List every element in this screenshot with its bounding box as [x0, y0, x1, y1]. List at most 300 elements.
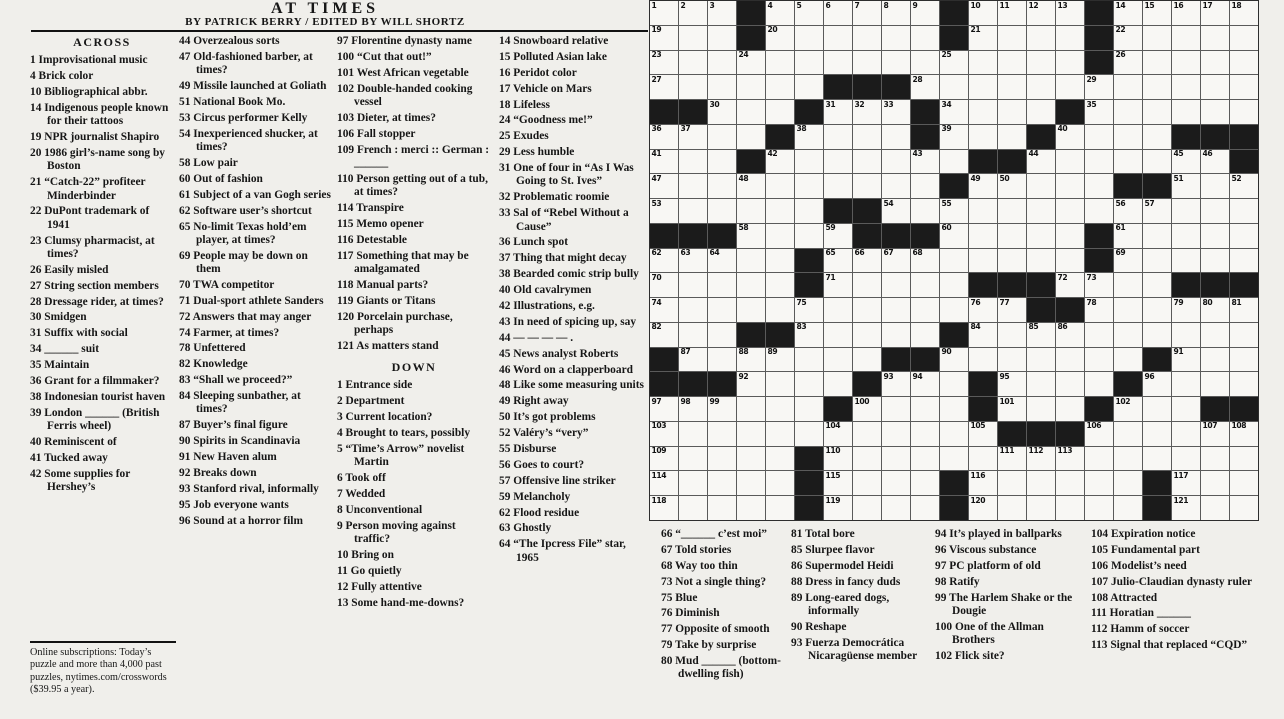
grid-cell-r11c15[interactable]: [1056, 249, 1084, 273]
grid-cell-r1c2[interactable]: [679, 1, 707, 25]
grid-cell-r19c10[interactable]: [911, 447, 939, 471]
grid-cell-r11c4[interactable]: [737, 249, 765, 273]
grid-cell-r20c12[interactable]: [969, 471, 997, 495]
grid-cell-r7c9[interactable]: [882, 150, 910, 174]
grid-cell-r12c7[interactable]: [824, 273, 852, 297]
grid-cell-r12c15[interactable]: [1056, 273, 1084, 297]
grid-cell-r13c13[interactable]: [998, 298, 1026, 322]
grid-cell-r21c3[interactable]: [708, 496, 736, 520]
grid-cell-r21c16[interactable]: [1085, 496, 1113, 520]
grid-cell-r7c17[interactable]: [1114, 150, 1142, 174]
grid-cell-r9c4[interactable]: [737, 199, 765, 223]
grid-cell-r12c11[interactable]: [940, 273, 968, 297]
grid-cell-r9c1[interactable]: [650, 199, 678, 223]
grid-cell-r17c10[interactable]: [911, 397, 939, 421]
grid-cell-r16c20[interactable]: [1201, 372, 1229, 396]
grid-cell-r2c9[interactable]: [882, 26, 910, 50]
grid-cell-r1c1[interactable]: [650, 1, 678, 25]
grid-cell-r11c5[interactable]: [766, 249, 794, 273]
grid-cell-r5c8[interactable]: [853, 100, 881, 124]
grid-cell-r15c21[interactable]: [1230, 348, 1258, 372]
grid-cell-r16c16[interactable]: [1085, 372, 1113, 396]
grid-cell-r15c4[interactable]: [737, 348, 765, 372]
grid-cell-r5c11[interactable]: [940, 100, 968, 124]
grid-cell-r4c2[interactable]: [679, 75, 707, 99]
grid-cell-r9c18[interactable]: [1143, 199, 1171, 223]
grid-cell-r3c12[interactable]: [969, 51, 997, 75]
grid-cell-r1c13[interactable]: [998, 1, 1026, 25]
grid-cell-r2c8[interactable]: [853, 26, 881, 50]
grid-cell-r13c4[interactable]: [737, 298, 765, 322]
grid-cell-r14c3[interactable]: [708, 323, 736, 347]
grid-cell-r9c6[interactable]: [795, 199, 823, 223]
grid-cell-r6c1[interactable]: [650, 125, 678, 149]
grid-cell-r3c20[interactable]: [1201, 51, 1229, 75]
grid-cell-r14c1[interactable]: [650, 323, 678, 347]
grid-cell-r2c6[interactable]: [795, 26, 823, 50]
grid-cell-r6c17[interactable]: [1114, 125, 1142, 149]
grid-cell-r2c15[interactable]: [1056, 26, 1084, 50]
grid-cell-r10c6[interactable]: [795, 224, 823, 248]
grid-cell-r10c4[interactable]: [737, 224, 765, 248]
grid-cell-r13c7[interactable]: [824, 298, 852, 322]
grid-cell-r11c13[interactable]: [998, 249, 1026, 273]
grid-cell-r3c13[interactable]: [998, 51, 1026, 75]
grid-cell-r20c16[interactable]: [1085, 471, 1113, 495]
grid-cell-r8c8[interactable]: [853, 174, 881, 198]
grid-cell-r13c9[interactable]: [882, 298, 910, 322]
grid-cell-r1c18[interactable]: [1143, 1, 1171, 25]
grid-cell-r6c6[interactable]: [795, 125, 823, 149]
grid-cell-r7c15[interactable]: [1056, 150, 1084, 174]
grid-cell-r2c17[interactable]: [1114, 26, 1142, 50]
grid-cell-r1c5[interactable]: [766, 1, 794, 25]
grid-cell-r14c15[interactable]: [1056, 323, 1084, 347]
grid-cell-r13c3[interactable]: [708, 298, 736, 322]
grid-cell-r7c1[interactable]: [650, 150, 678, 174]
grid-cell-r3c19[interactable]: [1172, 51, 1200, 75]
grid-cell-r6c4[interactable]: [737, 125, 765, 149]
grid-cell-r13c5[interactable]: [766, 298, 794, 322]
grid-cell-r8c13[interactable]: [998, 174, 1026, 198]
grid-cell-r14c21[interactable]: [1230, 323, 1258, 347]
grid-cell-r5c17[interactable]: [1114, 100, 1142, 124]
grid-cell-r16c10[interactable]: [911, 372, 939, 396]
grid-cell-r3c5[interactable]: [766, 51, 794, 75]
grid-cell-r11c7[interactable]: [824, 249, 852, 273]
grid-cell-r17c18[interactable]: [1143, 397, 1171, 421]
grid-cell-r11c14[interactable]: [1027, 249, 1055, 273]
grid-cell-r9c20[interactable]: [1201, 199, 1229, 223]
grid-cell-r3c18[interactable]: [1143, 51, 1171, 75]
grid-cell-r5c21[interactable]: [1230, 100, 1258, 124]
grid-cell-r19c2[interactable]: [679, 447, 707, 471]
grid-cell-r10c20[interactable]: [1201, 224, 1229, 248]
grid-cell-r15c2[interactable]: [679, 348, 707, 372]
grid-cell-r17c13[interactable]: [998, 397, 1026, 421]
grid-cell-r4c17[interactable]: [1114, 75, 1142, 99]
grid-cell-r3c17[interactable]: [1114, 51, 1142, 75]
grid-cell-r15c6[interactable]: [795, 348, 823, 372]
grid-cell-r13c18[interactable]: [1143, 298, 1171, 322]
grid-cell-r1c9[interactable]: [882, 1, 910, 25]
grid-cell-r11c9[interactable]: [882, 249, 910, 273]
grid-cell-r3c4[interactable]: [737, 51, 765, 75]
grid-cell-r20c9[interactable]: [882, 471, 910, 495]
grid-cell-r9c15[interactable]: [1056, 199, 1084, 223]
grid-cell-r20c13[interactable]: [998, 471, 1026, 495]
grid-cell-r20c10[interactable]: [911, 471, 939, 495]
grid-cell-r14c16[interactable]: [1085, 323, 1113, 347]
grid-cell-r17c11[interactable]: [940, 397, 968, 421]
grid-cell-r8c14[interactable]: [1027, 174, 1055, 198]
grid-cell-r9c14[interactable]: [1027, 199, 1055, 223]
grid-cell-r19c4[interactable]: [737, 447, 765, 471]
grid-cell-r4c13[interactable]: [998, 75, 1026, 99]
grid-cell-r17c1[interactable]: [650, 397, 678, 421]
grid-cell-r18c10[interactable]: [911, 422, 939, 446]
grid-cell-r11c20[interactable]: [1201, 249, 1229, 273]
grid-cell-r16c21[interactable]: [1230, 372, 1258, 396]
grid-cell-r8c16[interactable]: [1085, 174, 1113, 198]
grid-cell-r19c15[interactable]: [1056, 447, 1084, 471]
grid-cell-r3c10[interactable]: [911, 51, 939, 75]
grid-cell-r7c8[interactable]: [853, 150, 881, 174]
grid-cell-r5c19[interactable]: [1172, 100, 1200, 124]
grid-cell-r9c21[interactable]: [1230, 199, 1258, 223]
grid-cell-r16c6[interactable]: [795, 372, 823, 396]
grid-cell-r11c2[interactable]: [679, 249, 707, 273]
grid-cell-r13c1[interactable]: [650, 298, 678, 322]
grid-cell-r13c19[interactable]: [1172, 298, 1200, 322]
grid-cell-r9c17[interactable]: [1114, 199, 1142, 223]
grid-cell-r11c3[interactable]: [708, 249, 736, 273]
grid-cell-r5c7[interactable]: [824, 100, 852, 124]
grid-cell-r4c16[interactable]: [1085, 75, 1113, 99]
grid-cell-r14c8[interactable]: [853, 323, 881, 347]
grid-cell-r18c1[interactable]: [650, 422, 678, 446]
grid-cell-r15c17[interactable]: [1114, 348, 1142, 372]
grid-cell-r19c7[interactable]: [824, 447, 852, 471]
grid-cell-r4c15[interactable]: [1056, 75, 1084, 99]
grid-cell-r13c6[interactable]: [795, 298, 823, 322]
grid-cell-r10c19[interactable]: [1172, 224, 1200, 248]
grid-cell-r8c19[interactable]: [1172, 174, 1200, 198]
grid-cell-r18c3[interactable]: [708, 422, 736, 446]
grid-cell-r20c21[interactable]: [1230, 471, 1258, 495]
grid-cell-r8c21[interactable]: [1230, 174, 1258, 198]
grid-cell-r9c16[interactable]: [1085, 199, 1113, 223]
grid-cell-r21c4[interactable]: [737, 496, 765, 520]
grid-cell-r7c5[interactable]: [766, 150, 794, 174]
grid-cell-r19c11[interactable]: [940, 447, 968, 471]
grid-cell-r16c15[interactable]: [1056, 372, 1084, 396]
grid-cell-r21c15[interactable]: [1056, 496, 1084, 520]
grid-cell-r2c2[interactable]: [679, 26, 707, 50]
grid-cell-r18c2[interactable]: [679, 422, 707, 446]
grid-cell-r20c4[interactable]: [737, 471, 765, 495]
grid-cell-r16c18[interactable]: [1143, 372, 1171, 396]
grid-cell-r11c19[interactable]: [1172, 249, 1200, 273]
grid-cell-r1c20[interactable]: [1201, 1, 1229, 25]
grid-cell-r2c5[interactable]: [766, 26, 794, 50]
grid-cell-r17c3[interactable]: [708, 397, 736, 421]
grid-cell-r18c7[interactable]: [824, 422, 852, 446]
grid-cell-r5c3[interactable]: [708, 100, 736, 124]
grid-cell-r12c9[interactable]: [882, 273, 910, 297]
grid-cell-r2c7[interactable]: [824, 26, 852, 50]
grid-cell-r6c13[interactable]: [998, 125, 1026, 149]
grid-cell-r20c5[interactable]: [766, 471, 794, 495]
grid-cell-r6c8[interactable]: [853, 125, 881, 149]
grid-cell-r8c7[interactable]: [824, 174, 852, 198]
grid-cell-r10c7[interactable]: [824, 224, 852, 248]
grid-cell-r6c3[interactable]: [708, 125, 736, 149]
grid-cell-r6c2[interactable]: [679, 125, 707, 149]
grid-cell-r14c9[interactable]: [882, 323, 910, 347]
grid-cell-r1c7[interactable]: [824, 1, 852, 25]
grid-cell-r17c5[interactable]: [766, 397, 794, 421]
grid-cell-r7c14[interactable]: [1027, 150, 1055, 174]
grid-cell-r14c20[interactable]: [1201, 323, 1229, 347]
grid-cell-r17c2[interactable]: [679, 397, 707, 421]
grid-cell-r2c3[interactable]: [708, 26, 736, 50]
grid-cell-r1c10[interactable]: [911, 1, 939, 25]
grid-cell-r4c21[interactable]: [1230, 75, 1258, 99]
grid-cell-r19c12[interactable]: [969, 447, 997, 471]
grid-cell-r4c3[interactable]: [708, 75, 736, 99]
grid-cell-r12c18[interactable]: [1143, 273, 1171, 297]
grid-cell-r21c20[interactable]: [1201, 496, 1229, 520]
grid-cell-r17c4[interactable]: [737, 397, 765, 421]
grid-cell-r9c9[interactable]: [882, 199, 910, 223]
grid-cell-r20c15[interactable]: [1056, 471, 1084, 495]
grid-cell-r21c10[interactable]: [911, 496, 939, 520]
grid-cell-r5c20[interactable]: [1201, 100, 1229, 124]
grid-cell-r13c21[interactable]: [1230, 298, 1258, 322]
grid-cell-r14c13[interactable]: [998, 323, 1026, 347]
grid-cell-r12c5[interactable]: [766, 273, 794, 297]
grid-cell-r21c9[interactable]: [882, 496, 910, 520]
grid-cell-r12c3[interactable]: [708, 273, 736, 297]
grid-cell-r21c12[interactable]: [969, 496, 997, 520]
grid-cell-r14c17[interactable]: [1114, 323, 1142, 347]
grid-cell-r11c1[interactable]: [650, 249, 678, 273]
grid-cell-r4c12[interactable]: [969, 75, 997, 99]
grid-cell-r9c2[interactable]: [679, 199, 707, 223]
grid-cell-r3c6[interactable]: [795, 51, 823, 75]
grid-cell-r9c11[interactable]: [940, 199, 968, 223]
grid-cell-r16c11[interactable]: [940, 372, 968, 396]
grid-cell-r12c16[interactable]: [1085, 273, 1113, 297]
grid-cell-r21c7[interactable]: [824, 496, 852, 520]
grid-cell-r19c8[interactable]: [853, 447, 881, 471]
grid-cell-r7c18[interactable]: [1143, 150, 1171, 174]
grid-cell-r2c18[interactable]: [1143, 26, 1171, 50]
grid-cell-r7c6[interactable]: [795, 150, 823, 174]
grid-cell-r10c21[interactable]: [1230, 224, 1258, 248]
grid-cell-r8c6[interactable]: [795, 174, 823, 198]
grid-cell-r13c10[interactable]: [911, 298, 939, 322]
grid-cell-r17c9[interactable]: [882, 397, 910, 421]
grid-cell-r4c20[interactable]: [1201, 75, 1229, 99]
grid-cell-r18c17[interactable]: [1114, 422, 1142, 446]
grid-cell-r18c20[interactable]: [1201, 422, 1229, 446]
grid-cell-r12c8[interactable]: [853, 273, 881, 297]
grid-cell-r12c2[interactable]: [679, 273, 707, 297]
grid-cell-r7c19[interactable]: [1172, 150, 1200, 174]
grid-cell-r4c11[interactable]: [940, 75, 968, 99]
grid-cell-r8c20[interactable]: [1201, 174, 1229, 198]
grid-cell-r17c8[interactable]: [853, 397, 881, 421]
grid-cell-r8c10[interactable]: [911, 174, 939, 198]
grid-cell-r21c21[interactable]: [1230, 496, 1258, 520]
grid-cell-r7c3[interactable]: [708, 150, 736, 174]
grid-cell-r15c12[interactable]: [969, 348, 997, 372]
grid-cell-r4c1[interactable]: [650, 75, 678, 99]
grid-cell-r19c9[interactable]: [882, 447, 910, 471]
grid-cell-r10c11[interactable]: [940, 224, 968, 248]
grid-cell-r14c14[interactable]: [1027, 323, 1055, 347]
grid-cell-r21c8[interactable]: [853, 496, 881, 520]
grid-cell-r20c19[interactable]: [1172, 471, 1200, 495]
grid-cell-r15c13[interactable]: [998, 348, 1026, 372]
grid-cell-r15c15[interactable]: [1056, 348, 1084, 372]
grid-cell-r16c5[interactable]: [766, 372, 794, 396]
grid-cell-r8c9[interactable]: [882, 174, 910, 198]
grid-cell-r2c14[interactable]: [1027, 26, 1055, 50]
grid-cell-r3c7[interactable]: [824, 51, 852, 75]
grid-cell-r18c16[interactable]: [1085, 422, 1113, 446]
grid-cell-r2c21[interactable]: [1230, 26, 1258, 50]
grid-cell-r7c16[interactable]: [1085, 150, 1113, 174]
grid-cell-r14c7[interactable]: [824, 323, 852, 347]
grid-cell-r10c5[interactable]: [766, 224, 794, 248]
grid-cell-r17c17[interactable]: [1114, 397, 1142, 421]
grid-cell-r2c19[interactable]: [1172, 26, 1200, 50]
grid-cell-r9c12[interactable]: [969, 199, 997, 223]
grid-cell-r15c20[interactable]: [1201, 348, 1229, 372]
grid-cell-r15c16[interactable]: [1085, 348, 1113, 372]
grid-cell-r4c18[interactable]: [1143, 75, 1171, 99]
grid-cell-r18c4[interactable]: [737, 422, 765, 446]
grid-cell-r15c3[interactable]: [708, 348, 736, 372]
grid-cell-r13c11[interactable]: [940, 298, 968, 322]
grid-cell-r20c3[interactable]: [708, 471, 736, 495]
grid-cell-r2c10[interactable]: [911, 26, 939, 50]
grid-cell-r7c7[interactable]: [824, 150, 852, 174]
grid-cell-r16c7[interactable]: [824, 372, 852, 396]
grid-cell-r13c20[interactable]: [1201, 298, 1229, 322]
grid-cell-r21c14[interactable]: [1027, 496, 1055, 520]
grid-cell-r18c5[interactable]: [766, 422, 794, 446]
grid-cell-r20c2[interactable]: [679, 471, 707, 495]
grid-cell-r4c4[interactable]: [737, 75, 765, 99]
grid-cell-r6c16[interactable]: [1085, 125, 1113, 149]
grid-cell-r10c12[interactable]: [969, 224, 997, 248]
grid-cell-r10c15[interactable]: [1056, 224, 1084, 248]
grid-cell-r6c9[interactable]: [882, 125, 910, 149]
grid-cell-r19c18[interactable]: [1143, 447, 1171, 471]
grid-cell-r12c10[interactable]: [911, 273, 939, 297]
grid-cell-r20c17[interactable]: [1114, 471, 1142, 495]
grid-cell-r15c19[interactable]: [1172, 348, 1200, 372]
grid-cell-r11c17[interactable]: [1114, 249, 1142, 273]
grid-cell-r1c14[interactable]: [1027, 1, 1055, 25]
grid-cell-r4c6[interactable]: [795, 75, 823, 99]
grid-cell-r11c18[interactable]: [1143, 249, 1171, 273]
grid-cell-r3c1[interactable]: [650, 51, 678, 75]
grid-cell-r16c14[interactable]: [1027, 372, 1055, 396]
grid-cell-r2c12[interactable]: [969, 26, 997, 50]
grid-cell-r13c17[interactable]: [1114, 298, 1142, 322]
grid-cell-r6c15[interactable]: [1056, 125, 1084, 149]
grid-cell-r18c11[interactable]: [940, 422, 968, 446]
grid-cell-r15c11[interactable]: [940, 348, 968, 372]
grid-cell-r7c10[interactable]: [911, 150, 939, 174]
grid-cell-r17c6[interactable]: [795, 397, 823, 421]
grid-cell-r5c18[interactable]: [1143, 100, 1171, 124]
grid-cell-r19c1[interactable]: [650, 447, 678, 471]
grid-cell-r1c12[interactable]: [969, 1, 997, 25]
grid-cell-r16c9[interactable]: [882, 372, 910, 396]
grid-cell-r3c21[interactable]: [1230, 51, 1258, 75]
grid-cell-r5c16[interactable]: [1085, 100, 1113, 124]
grid-cell-r18c8[interactable]: [853, 422, 881, 446]
grid-cell-r17c19[interactable]: [1172, 397, 1200, 421]
grid-cell-r18c21[interactable]: [1230, 422, 1258, 446]
grid-cell-r6c12[interactable]: [969, 125, 997, 149]
grid-cell-r6c11[interactable]: [940, 125, 968, 149]
grid-cell-r19c13[interactable]: [998, 447, 1026, 471]
grid-cell-r7c2[interactable]: [679, 150, 707, 174]
grid-cell-r18c9[interactable]: [882, 422, 910, 446]
grid-cell-r20c8[interactable]: [853, 471, 881, 495]
grid-cell-r10c18[interactable]: [1143, 224, 1171, 248]
grid-cell-r9c19[interactable]: [1172, 199, 1200, 223]
grid-cell-r3c2[interactable]: [679, 51, 707, 75]
grid-cell-r15c14[interactable]: [1027, 348, 1055, 372]
grid-cell-r8c3[interactable]: [708, 174, 736, 198]
grid-cell-r17c15[interactable]: [1056, 397, 1084, 421]
crossword-grid[interactable]: [649, 0, 1259, 521]
grid-cell-r18c18[interactable]: [1143, 422, 1171, 446]
grid-cell-r13c12[interactable]: [969, 298, 997, 322]
grid-cell-r8c12[interactable]: [969, 174, 997, 198]
grid-cell-r1c8[interactable]: [853, 1, 881, 25]
grid-cell-r7c11[interactable]: [940, 150, 968, 174]
grid-cell-r9c10[interactable]: [911, 199, 939, 223]
grid-cell-r14c19[interactable]: [1172, 323, 1200, 347]
grid-cell-r18c19[interactable]: [1172, 422, 1200, 446]
grid-cell-r13c2[interactable]: [679, 298, 707, 322]
grid-cell-r19c21[interactable]: [1230, 447, 1258, 471]
grid-cell-r2c13[interactable]: [998, 26, 1026, 50]
grid-cell-r5c9[interactable]: [882, 100, 910, 124]
grid-cell-r20c14[interactable]: [1027, 471, 1055, 495]
grid-cell-r1c17[interactable]: [1114, 1, 1142, 25]
grid-cell-r13c8[interactable]: [853, 298, 881, 322]
grid-cell-r3c9[interactable]: [882, 51, 910, 75]
grid-cell-r5c14[interactable]: [1027, 100, 1055, 124]
grid-cell-r21c1[interactable]: [650, 496, 678, 520]
grid-cell-r21c5[interactable]: [766, 496, 794, 520]
grid-cell-r12c4[interactable]: [737, 273, 765, 297]
grid-cell-r20c1[interactable]: [650, 471, 678, 495]
grid-cell-r20c7[interactable]: [824, 471, 852, 495]
grid-cell-r11c21[interactable]: [1230, 249, 1258, 273]
grid-cell-r19c20[interactable]: [1201, 447, 1229, 471]
